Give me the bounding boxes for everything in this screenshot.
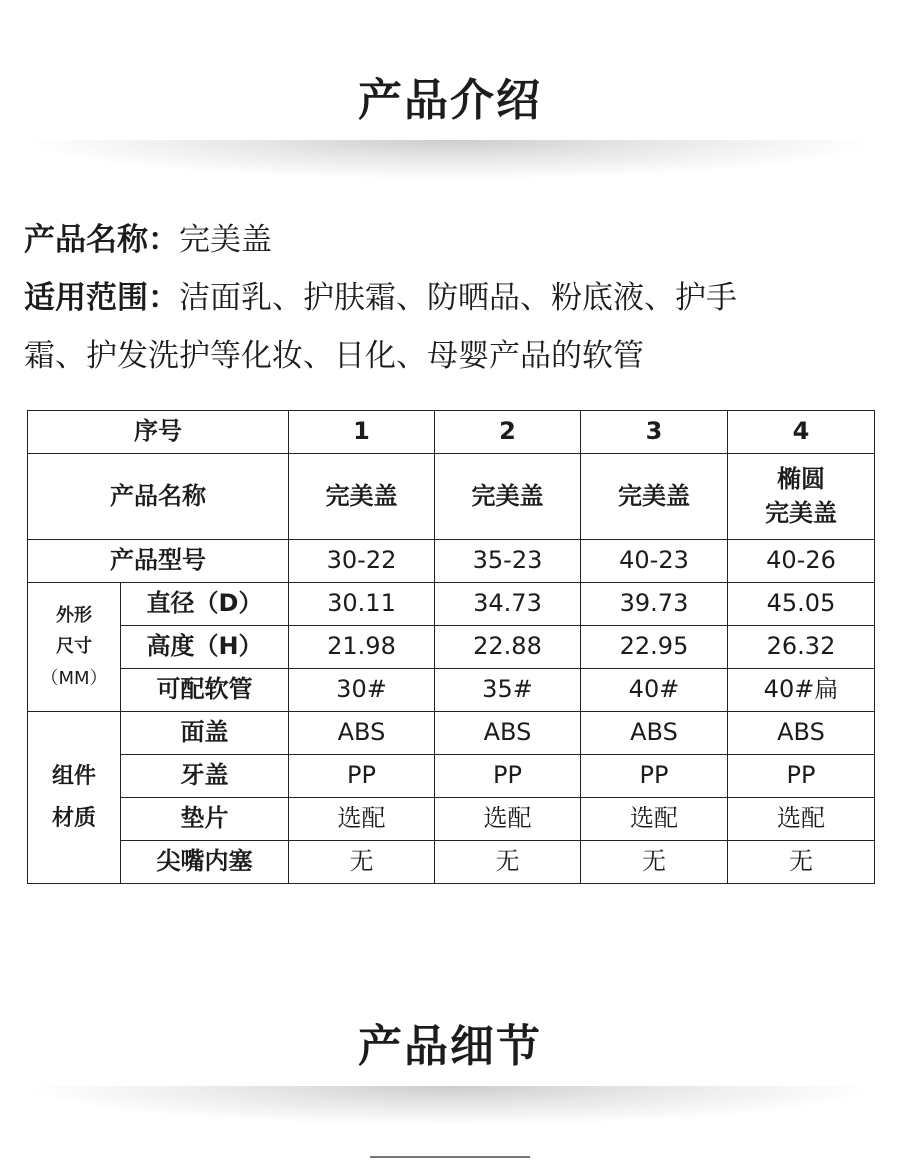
table-row-model xyxy=(28,540,875,583)
product-name-label: 产品名称： xyxy=(24,222,179,258)
model-cell-3: 40-23 xyxy=(581,540,728,583)
height-cell-4: 26.32 xyxy=(728,626,875,669)
product-name-value: 完美盖 xyxy=(179,222,272,258)
diameter-cell-2: 34.73 xyxy=(435,583,581,626)
col-number-1: 1 xyxy=(289,411,435,454)
scope-line-1 xyxy=(24,270,884,326)
tube-cell-1: 30# xyxy=(289,669,435,712)
table-row-diameter xyxy=(28,583,875,626)
scope-line-2 xyxy=(24,328,884,384)
seq-header: 序号 xyxy=(28,411,289,454)
dimension-group-line3: （MM） xyxy=(40,667,108,689)
dimension-group-line1: 外形 xyxy=(56,604,92,626)
col-number-3: 3 xyxy=(581,411,728,454)
product-name-cell-1: 完美盖 xyxy=(289,454,435,540)
height-header: 高度（H） xyxy=(121,626,289,669)
title-shadow-divider xyxy=(20,140,880,180)
product-name-cell-2: 完美盖 xyxy=(435,454,581,540)
dimension-group-label xyxy=(28,583,121,712)
tube-cell-3: 40# xyxy=(581,669,728,712)
thread-cap-cell-1: PP xyxy=(289,755,435,798)
col-number-2: 2 xyxy=(435,411,581,454)
product-name-4-line1: 椭圆 xyxy=(777,464,825,493)
diameter-cell-3: 39.73 xyxy=(581,583,728,626)
plug-cell-3: 无 xyxy=(581,841,728,884)
diameter-cell-1: 30.11 xyxy=(289,583,435,626)
product-name-line xyxy=(24,212,884,268)
thread-cap-cell-2: PP xyxy=(435,755,581,798)
model-header: 产品型号 xyxy=(28,540,289,583)
table-row-thread-cap xyxy=(28,755,875,798)
section-title-details: 产品细节 xyxy=(358,1021,542,1072)
section-title-intro: 产品介绍 xyxy=(358,75,542,126)
model-cell-2: 35-23 xyxy=(435,540,581,583)
details-shadow-divider xyxy=(20,1086,880,1126)
table-row-seq xyxy=(28,411,875,454)
dimension-group-line2: 尺寸 xyxy=(56,636,92,658)
table-row-gasket xyxy=(28,798,875,841)
table-row-product-name xyxy=(28,454,875,540)
product-name-cell-4 xyxy=(728,454,875,540)
table-row-face-cap xyxy=(28,712,875,755)
height-cell-2: 22.88 xyxy=(435,626,581,669)
material-group-line1: 组件 xyxy=(51,763,96,789)
product-name-4-line2: 完美盖 xyxy=(765,498,837,527)
thread-cap-cell-4: PP xyxy=(728,755,875,798)
gasket-cell-2: 选配 xyxy=(435,798,581,841)
product-name-header: 产品名称 xyxy=(28,454,289,540)
tube-cell-4: 40#扁 xyxy=(728,669,875,712)
scope-label: 适用范围： xyxy=(24,280,179,316)
spec-table xyxy=(27,410,875,884)
model-cell-4: 40-26 xyxy=(728,540,875,583)
table-row-plug xyxy=(28,841,875,884)
tube-cell-2: 35# xyxy=(435,669,581,712)
model-cell-1: 30-22 xyxy=(289,540,435,583)
plug-header: 尖嘴内塞 xyxy=(121,841,289,884)
scope-value-line1: 洁面乳、护肤霜、防晒品、粉底液、护手 xyxy=(179,280,737,316)
table-row-height xyxy=(28,626,875,669)
plug-cell-4: 无 xyxy=(728,841,875,884)
face-cap-cell-3: ABS xyxy=(581,712,728,755)
gasket-cell-4: 选配 xyxy=(728,798,875,841)
face-cap-header: 面盖 xyxy=(121,712,289,755)
gasket-cell-1: 选配 xyxy=(289,798,435,841)
bottom-divider xyxy=(370,1156,530,1158)
height-cell-1: 21.98 xyxy=(289,626,435,669)
diameter-cell-4: 45.05 xyxy=(728,583,875,626)
face-cap-cell-2: ABS xyxy=(435,712,581,755)
face-cap-cell-4: ABS xyxy=(728,712,875,755)
thread-cap-header: 牙盖 xyxy=(121,755,289,798)
face-cap-cell-1: ABS xyxy=(289,712,435,755)
plug-cell-1: 无 xyxy=(289,841,435,884)
tube-header: 可配软管 xyxy=(121,669,289,712)
plug-cell-2: 无 xyxy=(435,841,581,884)
thread-cap-cell-3: PP xyxy=(581,755,728,798)
diameter-header: 直径（D） xyxy=(121,583,289,626)
product-name-cell-3: 完美盖 xyxy=(581,454,728,540)
gasket-cell-3: 选配 xyxy=(581,798,728,841)
col-number-4: 4 xyxy=(728,411,875,454)
scope-value-line2: 霜、护发洗护等化妆、日化、母婴产品的软管 xyxy=(24,338,644,374)
height-cell-3: 22.95 xyxy=(581,626,728,669)
material-group-line2: 材质 xyxy=(51,805,96,831)
gasket-header: 垫片 xyxy=(121,798,289,841)
table-row-tube xyxy=(28,669,875,712)
material-group-label xyxy=(28,712,121,884)
